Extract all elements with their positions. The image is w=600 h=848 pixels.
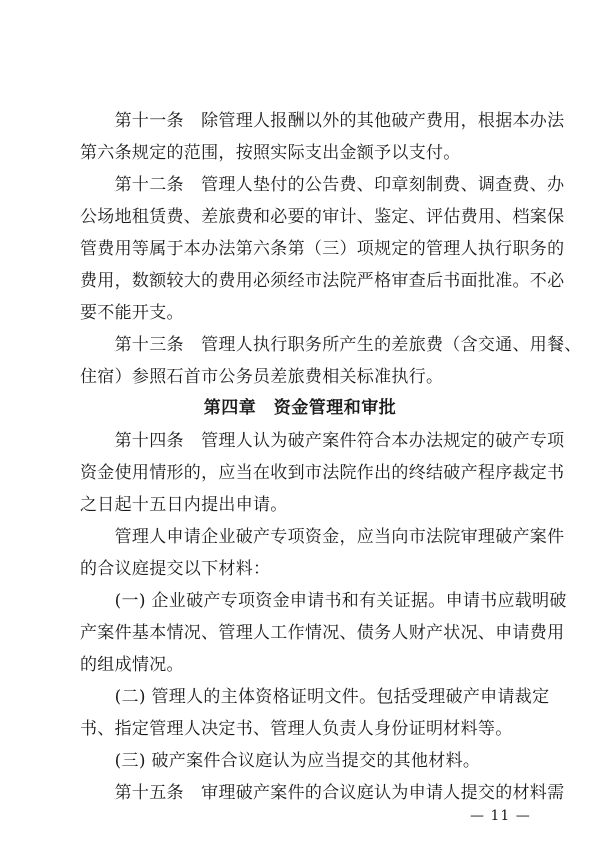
paragraph-line: 书、指定管理人决定书、管理人负责人身份证明材料等。 [80, 719, 513, 739]
paragraph-line: 费用，数额较大的费用必须经市法院严格审查后书面批准。不必 [80, 271, 565, 291]
paragraph-line: 第十三条 管理人执行职务所产生的差旅费（含交通、用餐、 [80, 335, 582, 355]
paragraph-line: 的组成情况。 [80, 655, 184, 675]
paragraph-line: 第十一条 除管理人报酬以外的其他破产费用，根据本办法 [80, 111, 565, 131]
paragraph-line: 之日起十五日内提出申请。 [80, 495, 288, 515]
chapter-heading: 第四章 资金管理和审批 [203, 398, 397, 418]
page-number: — 11 — [470, 808, 531, 824]
paragraph-line: 第十二条 管理人垫付的公告费、印章刻制费、调查费、办 [80, 175, 565, 195]
paragraph-line: 资金使用情形的，应当在收到市法院作出的终结破产程序裁定书 [80, 463, 565, 483]
paragraph-line: 的合议庭提交以下材料： [80, 559, 271, 579]
paragraph-line: 公场地租赁费、差旅费和必要的审计、鉴定、评估费用、档案保 [80, 207, 565, 227]
paragraph-line: 第六条规定的范围，按照实际支出金额予以支付。 [80, 143, 461, 163]
paragraph-line: (三) 破产案件合议庭认为应当提交的其他材料。 [80, 751, 481, 771]
paragraph-line: 要不能开支。 [80, 303, 184, 323]
paragraph-line: 第十四条 管理人认为破产案件符合本办法规定的破产专项 [80, 431, 565, 451]
paragraph-line: 住宿）参照石首市公务员差旅费相关标准执行。 [80, 367, 444, 387]
paragraph-line: 产案件基本情况、管理人工作情况、债务人财产状况、申请费用 [80, 623, 565, 643]
paragraph-line: 管理人申请企业破产专项资金，应当向市法院审理破产案件 [80, 527, 565, 547]
paragraph-line: 第十五条 审理破产案件的合议庭认为申请人提交的材料需 [80, 783, 565, 803]
paragraph-line: 管费用等属于本办法第六条第（三）项规定的管理人执行职务的 [80, 239, 565, 259]
paragraph-line: (一) 企业破产专项资金申请书和有关证据。申请书应载明破 [80, 591, 567, 611]
paragraph-line: (二) 管理人的主体资格证明文件。包括受理破产申请裁定 [80, 687, 550, 707]
